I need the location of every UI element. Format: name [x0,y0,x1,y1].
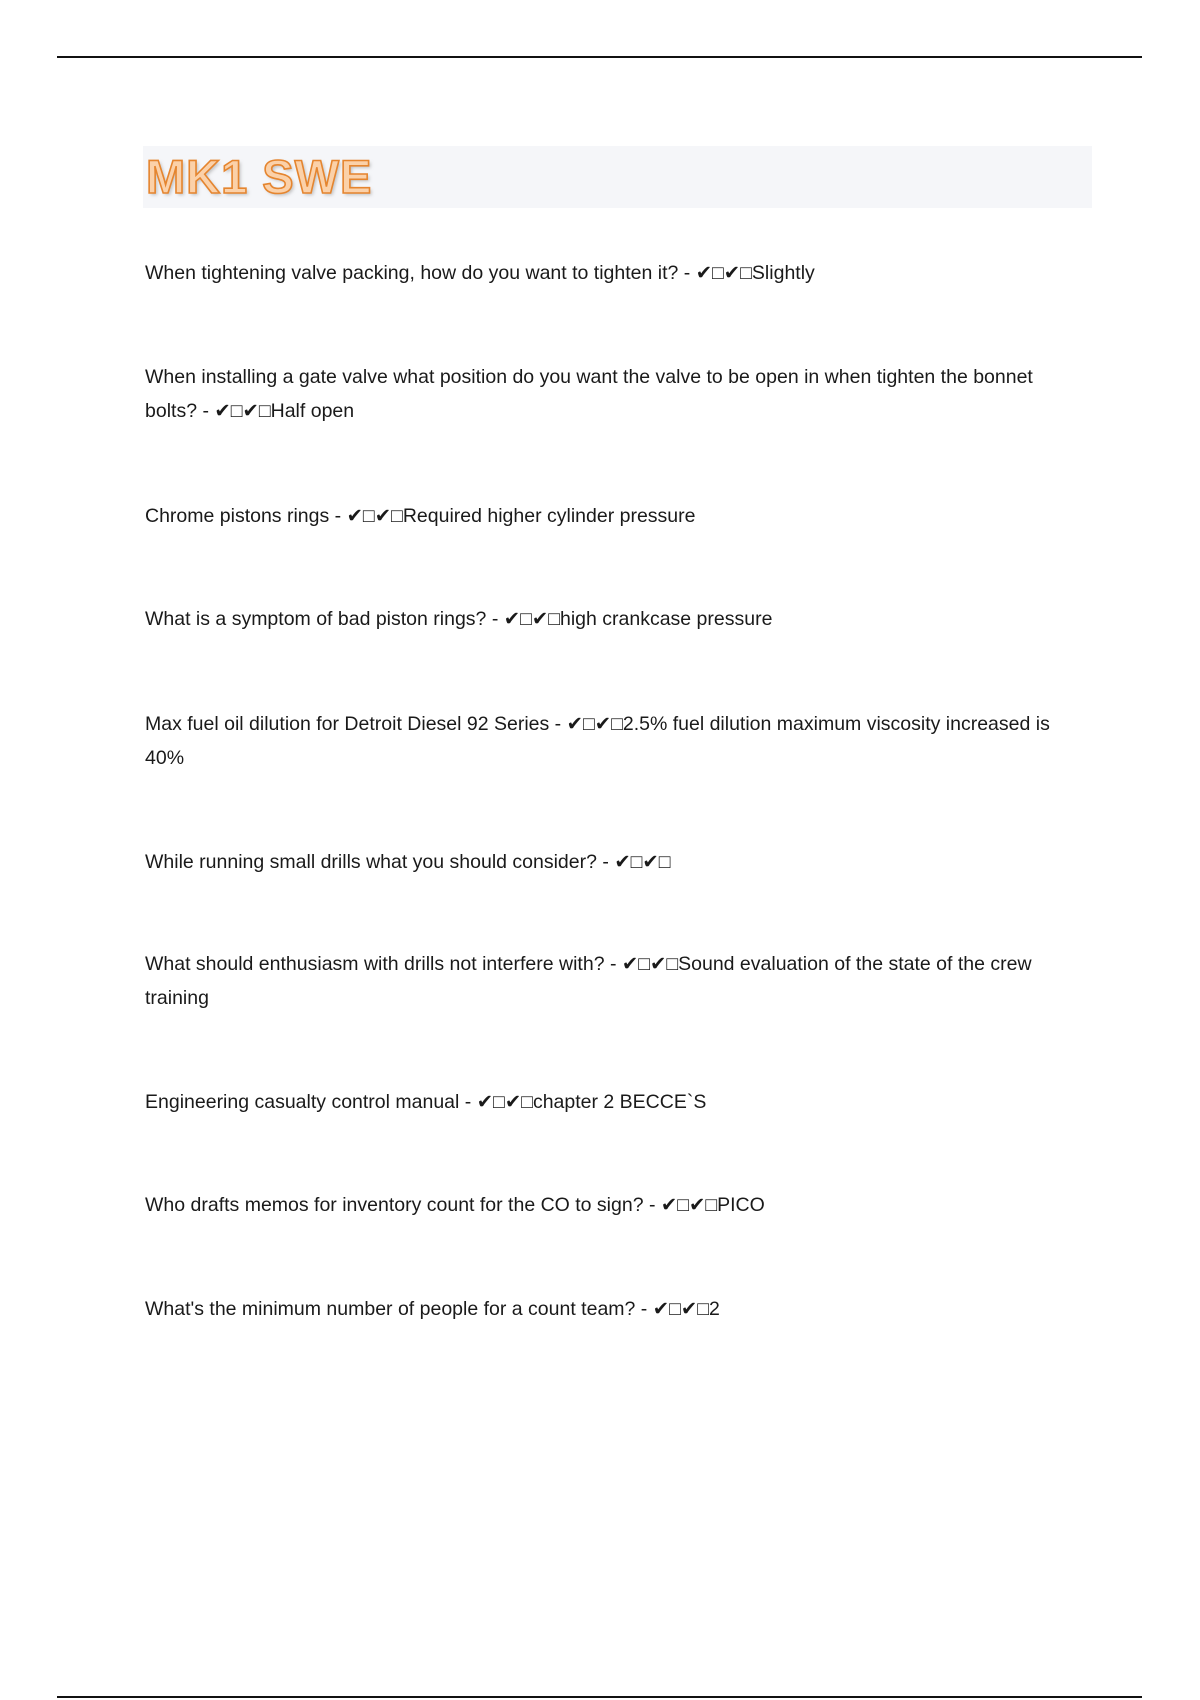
qa-item-2 [145,360,1090,428]
question-text: What should enthusiasm with drills not interfere with? [145,953,605,975]
qa-item-3 [145,499,1090,533]
separator: - [486,608,504,630]
separator: - [635,1298,653,1320]
checkmark-marker: ✔□✔□ [503,608,560,630]
checkmark-marker: ✔□✔□ [566,713,623,735]
qa-item-5 [145,707,1090,775]
document-title: MK1 SWE [146,150,373,203]
question-text: Max fuel oil dilution for Detroit Diesel 92 Series [145,713,550,735]
separator: - [197,400,215,422]
question-text: Who drafts memos for inventory count for the CO to sign? [145,1194,644,1216]
answer-text: 2.5% fuel dilution maximum viscosity increased is 40% [145,713,1050,769]
checkmark-marker: ✔□✔□ [621,953,679,975]
answer-text: Sound evaluation of the state of the crew training [145,953,1032,1009]
question-text: Chrome pistons rings [145,505,330,527]
answer-text: chapter 2 BECCE`S [532,1091,707,1113]
qa-item-6 [145,845,1090,879]
separator: - [596,851,615,873]
qa-item-7 [145,947,1090,1015]
question-text: While running small drills what you should consider? [145,851,597,873]
checkmark-marker: ✔□✔□ [346,505,403,527]
checkmark-marker: ✔□✔□ [652,1298,709,1320]
answer-text: Slightly [751,262,815,284]
answer-text: Required higher cylinder pressure [402,505,696,527]
checkmark-marker: ✔□✔□ [614,851,671,873]
separator: - [678,262,696,284]
question-text: What's the minimum number of people for a count team? [145,1298,636,1320]
separator: - [549,713,567,735]
answer-text: 2 [708,1298,720,1320]
title-band [143,146,1092,208]
answer-text: Half open [270,400,355,422]
answer-text: PICO [717,1194,765,1216]
bottom-rule [57,1696,1142,1698]
qa-item-10 [145,1292,1090,1326]
question-text: Engineering casualty control manual [145,1091,460,1113]
separator: - [329,505,347,527]
separator: - [459,1091,477,1113]
separator: - [604,953,622,975]
question-text: When tightening valve packing, how do you want to tighten it? [145,262,679,284]
separator: - [643,1194,661,1216]
qa-item-8 [145,1085,1090,1119]
top-rule [57,56,1142,58]
qa-item-9 [145,1188,1090,1222]
checkmark-marker: ✔□✔□ [660,1194,718,1216]
checkmark-marker: ✔□✔□ [695,262,752,284]
question-text: When installing a gate valve what position do you want the valve to be open in when tighten the bonnet bolts? [145,366,1033,422]
qa-item-1 [145,256,1090,290]
checkmark-marker: ✔□✔□ [214,400,271,422]
answer-text: high crankcase pressure [559,608,773,630]
qa-item-4 [145,602,1090,636]
checkmark-marker: ✔□✔□ [476,1091,533,1113]
question-text: What is a symptom of bad piston rings? [145,608,487,630]
